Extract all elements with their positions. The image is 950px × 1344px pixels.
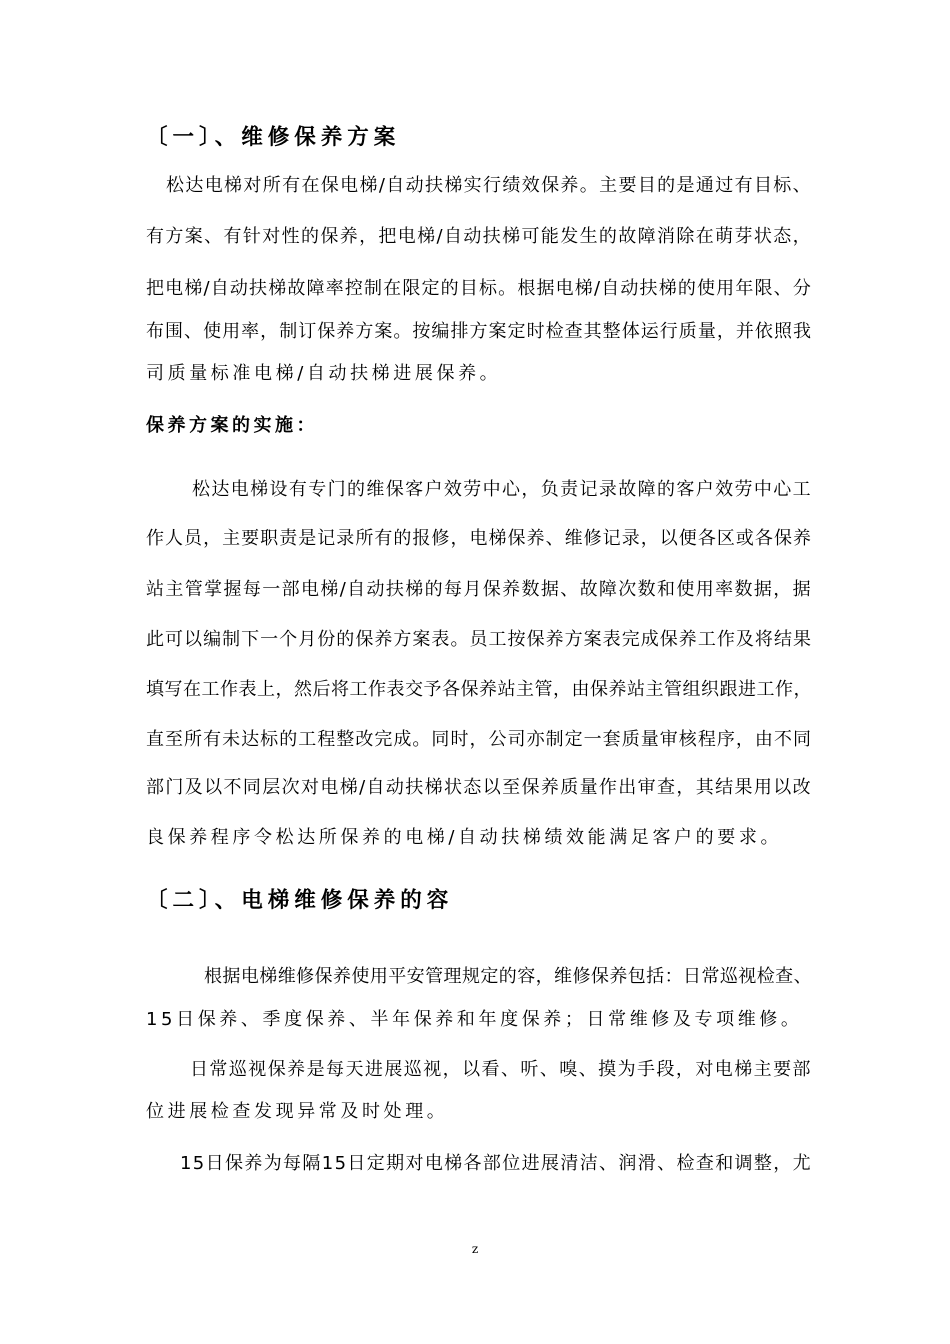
s1-para1-line2: 有方案、有针对性的保养，把电梯/自动扶梯可能发生的故障消除在萌芽状态，: [146, 226, 812, 247]
s1-para2-line3: 站主管掌握每一部电梯/自动扶梯的每月保养数据、故障次数和使用率数据，据: [146, 579, 812, 600]
section-1-heading: 〔一〕、维修保养方案: [146, 125, 401, 150]
s1-para2-line8: 良保养程序令松达所保养的电梯/自动扶梯绩效能满足客户的要求。: [146, 827, 783, 848]
s1-para1-line3: 把电梯/自动扶梯故障率控制在限定的目标。根据电梯/自动扶梯的使用年限、分: [146, 278, 812, 299]
section-1-subheading: 保养方案的实施：: [146, 415, 318, 436]
s2-para1-line1: 根据电梯维修保养使用平安管理规定的容，维修保养包括：日常巡视检查、: [204, 966, 812, 987]
page-footer-marker: z: [471, 1242, 479, 1256]
s1-para2-line6: 直至所有未达标的工程整改完成。同时，公司亦制定一套质量审核程序，由不同: [146, 729, 812, 750]
s1-para1-line5: 司质量标准电梯/自动扶梯进展保养。: [146, 363, 502, 384]
s2-para1-line2: 15日保养、季度保养、半年保养和年度保养；日常维修及专项维修。: [146, 1009, 803, 1030]
s2-para3-line1: 15日保养为每隔15日定期对电梯各部位进展清洁、润滑、检查和调整，尤: [180, 1153, 812, 1174]
s1-para1-line4: 布围、使用率，制订保养方案。按编排方案定时检查其整体运行质量，并依照我: [146, 321, 812, 342]
s1-para2-line5: 填写在工作表上，然后将工作表交予各保养站主管，由保养站主管组织跟进工作，: [146, 679, 812, 700]
s1-para1-line1: 松达电梯对所有在保电梯/自动扶梯实行绩效保养。主要目的是通过有目标、: [166, 175, 812, 196]
s2-para2-line1: 日常巡视保养是每天进展巡视，以看、听、嗅、摸为手段，对电梯主要部: [190, 1059, 812, 1080]
s2-para2-line2: 位进展检查发现异常及时处理。: [146, 1101, 449, 1122]
s1-para2-line2: 作人员，主要职责是记录所有的报修，电梯保养、维修记录，以便各区或各保养: [146, 528, 812, 549]
section-2-heading: 〔二〕、电梯维修保养的容: [146, 888, 454, 913]
s1-para2-line4: 此可以编制下一个月份的保养方案表。员工按保养方案表完成保养工作及将结果: [146, 629, 812, 650]
s1-para2-line1: 松达电梯设有专门的维保客户效劳中心，负责记录故障的客户效劳中心工: [192, 479, 812, 500]
s1-para2-line7: 部门及以不同层次对电梯/自动扶梯状态以至保养质量作出审查，其结果用以改: [146, 777, 812, 798]
